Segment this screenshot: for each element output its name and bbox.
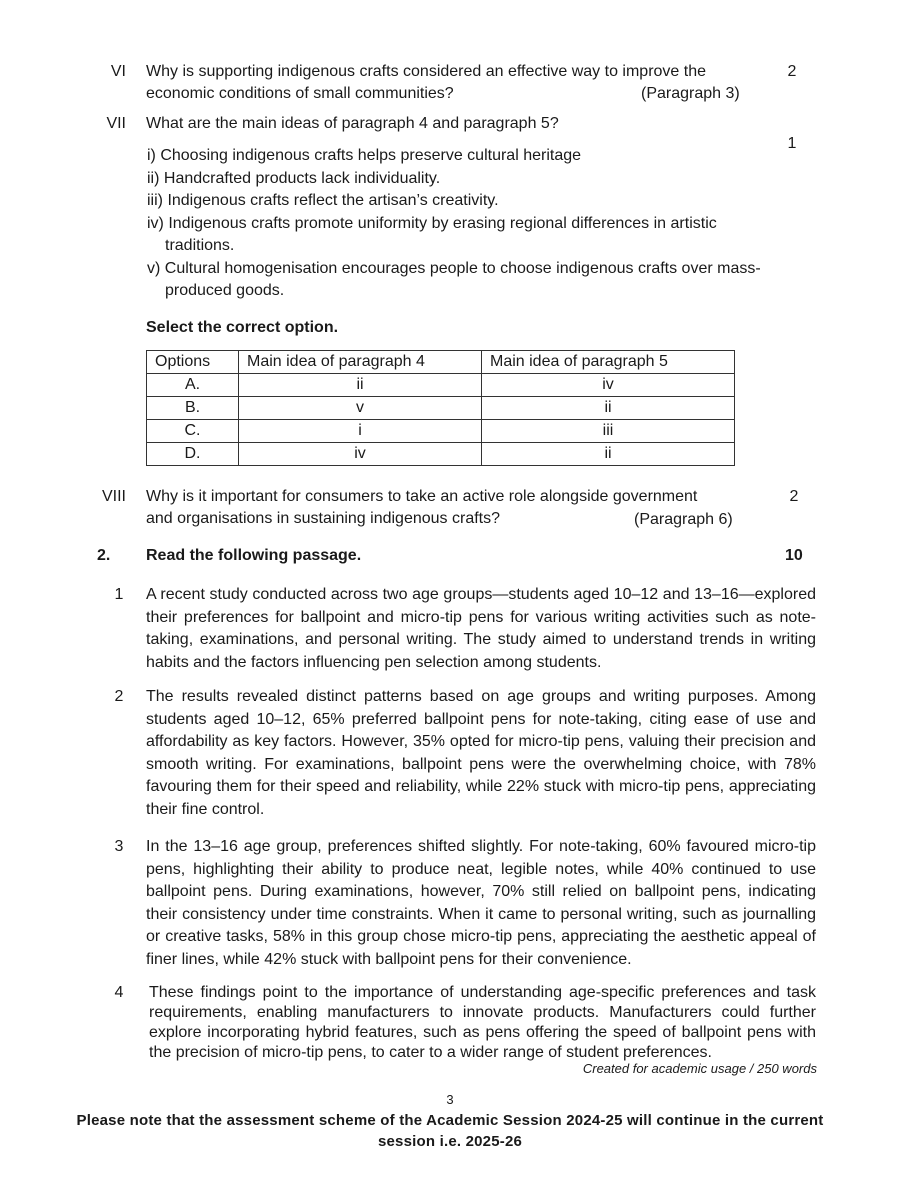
paragraph-text: These findings point to the importance of understanding age-specific preferences and task requirements, enabling manufacturers to innovate products. Manufacturers could further explore incorporating hybrid features, such as pens offering the speed of ballpoint pens with the precision of micro-tip pens, to cater to a wider range of student preferences. xyxy=(149,984,816,1061)
question-number: VI xyxy=(110,63,126,80)
option-label[interactable]: B. xyxy=(147,397,239,420)
table-row[interactable] xyxy=(147,443,735,466)
paragraph-number: 4 xyxy=(114,984,124,1001)
table-header-row xyxy=(147,351,735,374)
statement-item: iv) Indigenous crafts promote uniformity by erasing regional differences in artistic traditions. xyxy=(147,214,717,254)
statement-item: v) Cultural homogenisation encourages people to choose indigenous crafts over mass-produced goods. xyxy=(147,259,761,299)
table-cell: v xyxy=(239,397,482,420)
option-label[interactable]: C. xyxy=(147,420,239,443)
table-row[interactable] xyxy=(147,397,735,420)
question-number: VII xyxy=(106,115,126,132)
marks: 2 xyxy=(787,63,797,80)
question-text-line: Why is it important for consumers to take an active role alongside government xyxy=(146,488,698,505)
table-cell: iv xyxy=(482,374,735,397)
question-number: VIII xyxy=(101,488,126,505)
question-text-line: Why is supporting indigenous crafts considered an effective way to improve the xyxy=(146,63,706,80)
section-title: Read the following passage. xyxy=(146,547,362,564)
paragraph-text: The results revealed distinct patterns based on age groups and writing purposes. Among students aged 10–12, 65% preferred ballpoint pens for note-taking, citing ease of use and affordability as key factors. However, 35% opted for micro-tip pens, valuing their precision and smooth writing. For examinations, ballpoint pens were the overwhelming choice, with 78% favouring them for their speed and reliability, while 22% stuck with micro-tip pens, appreciating their fine control. xyxy=(146,688,816,818)
paragraph-text: In the 13–16 age group, preferences shifted slightly. For note-taking, 60% favoured micro-tip pens, highlighting their ability to produce neat, legible notes, while 40% continued to use ballpoint pens. During examinations, however, 70% still relied on ballpoint pens, indicating their consistency under time constraints. When it came to personal writing, such as journalling or creative tasks, 58% in this group chose micro-tip pens, appreciating the aesthetic appeal of finer lines, while 42% stuck with ballpoint pens for their convenience. xyxy=(146,838,816,968)
page-number: 3 xyxy=(446,1092,454,1107)
statement-item: i) Choosing indigenous crafts helps preserve cultural heritage xyxy=(147,147,582,164)
footer-note: Please note that the assessment scheme of the Academic Session 2024-25 will continue in the current session i.e. 2025-26 xyxy=(76,1112,824,1150)
table-cell: i xyxy=(239,420,482,443)
table-cell: ii xyxy=(482,443,735,466)
table-row[interactable] xyxy=(147,420,735,443)
section-marks: 10 xyxy=(785,547,803,564)
paragraph-text: A recent study conducted across two age groups—students aged 10–12 and 13–16—explored their preferences for ballpoint and micro-tip pens for various writing activities such as note-taking, examinations, and personal writing. The study aimed to understand trends in writing habits and the factors influencing pen selection among students. xyxy=(146,586,816,671)
table-cell: ii xyxy=(239,374,482,397)
option-label[interactable]: A. xyxy=(147,374,239,397)
paragraph-reference: (Paragraph 6) xyxy=(634,511,733,528)
statement-list xyxy=(147,145,767,303)
question-text-line: and organisations in sustaining indigenous crafts? xyxy=(146,510,501,527)
table-header: Main idea of paragraph 4 xyxy=(239,351,482,374)
table-cell: iv xyxy=(239,443,482,466)
paragraph-number: 3 xyxy=(114,838,124,855)
question-text: What are the main ideas of paragraph 4 and paragraph 5? xyxy=(146,115,559,132)
table-cell: iii xyxy=(482,420,735,443)
marks: 1 xyxy=(787,135,797,152)
source-credit: Created for academic usage / 250 words xyxy=(582,1061,817,1076)
paragraph-number: 2 xyxy=(114,688,124,705)
option-label[interactable]: D. xyxy=(147,443,239,466)
table-cell: ii xyxy=(482,397,735,420)
table-header: Options xyxy=(147,351,239,374)
section-number: 2. xyxy=(97,547,111,564)
statement-item: iii) Indigenous crafts reflect the artisan’s creativity. xyxy=(147,192,499,209)
table-header: Main idea of paragraph 5 xyxy=(482,351,735,374)
paragraph-number: 1 xyxy=(114,586,124,603)
options-table xyxy=(146,350,735,466)
marks: 2 xyxy=(789,488,799,505)
statement-item: ii) Handcrafted products lack individuality. xyxy=(147,169,441,187)
instruction-text: Select the correct option. xyxy=(146,319,339,336)
question-text-line: economic conditions of small communities? xyxy=(146,85,454,102)
table-row[interactable] xyxy=(147,374,735,397)
paragraph-reference: (Paragraph 3) xyxy=(641,85,740,102)
